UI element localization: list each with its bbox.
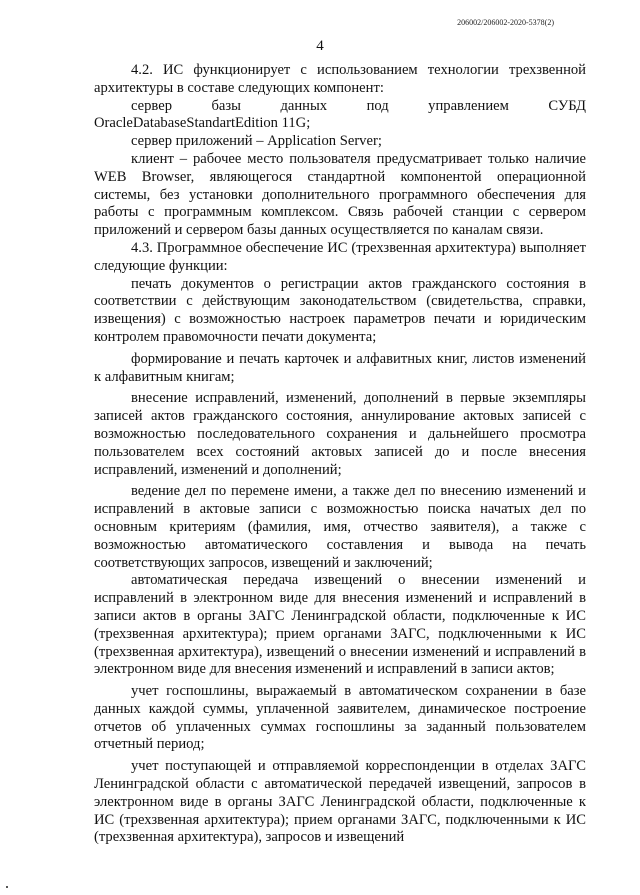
paragraph-4-2: 4.2. ИС функционирует с использованием технологии трехзвенной архитектуры в составе следующих компонент: bbox=[94, 62, 586, 96]
document-body bbox=[94, 62, 586, 847]
list-item-correspondence: учет поступающей и отправляемой корреспонденции в отделах ЗАГС Ленинградской области с автоматической передачей извещений, запросов в электронном виде в органы ЗАГС Ленинградской области, подключенные к ИС (трехзвенная архитектура); прием органами ЗАГС, подключенными к ИС (трехзвенная архитектура), запросов и извещений bbox=[94, 758, 586, 846]
list-item-auto-transfer: автоматическая передача извещений о внесении изменений и исправлений в электронном виде для внесения изменений и исправлений в записи актов в органы ЗАГС Ленинградской области, подключенные к ИС (трехзвенная архитектура); прием органами ЗАГС, подключенными к ИС (трехзвенная архитектура), извещений о внесении изменений и исправлений в электронном виде для внесения изменений и исправлений в записи актов; bbox=[94, 572, 586, 678]
list-item-cards-books: формирование и печать карточек и алфавитных книг, листов изменений к алфавитным книгам; bbox=[94, 350, 586, 385]
list-item-corrections: внесение исправлений, изменений, дополнений в первые экземпляры записей актов гражданского состояния, аннулирование актовых записей с возможностью последовательного сохранения и дальнейшего просмотра пользователем всех состояний актовых записей до и после внесения исправлений, изменений и дополнений; bbox=[94, 390, 586, 478]
document-code: 206002/206002-2020-5378(2) bbox=[457, 18, 554, 27]
list-item-print-documents: печать документов о регистрации актов гражданского состояния в соответствии с действующим законодательством (свидетельства, справки, извещения) с возможностью настроек параметров печати и юридическим контролем правомочности печати документа; bbox=[94, 275, 586, 345]
scan-mark bbox=[6, 886, 8, 888]
list-item-name-change: ведение дел по перемене имени, а также дел по внесению изменений и исправлений в актовые записи с возможностью поиска начатых дел по основным критериям (фамилия, имя, отчество заявителя), а также с возможностью автоматического составления и вывода на печать соответствующих запросов, извещений и заключений; bbox=[94, 483, 586, 571]
list-item-state-fee: учет госпошлины, выражаемый в автоматическом сохранении в базе данных каждой суммы, уплаченной заявителем, динамическое построение отчетов об уплаченных суммах госпошлины за заданный пользователем отчетный период; bbox=[94, 683, 586, 753]
list-item-db-server: сервер базы данных под управлением СУБД OracleDatabaseStandartEdition 11G; bbox=[94, 97, 586, 132]
list-item-client: клиент – рабочее место пользователя предусматривает только наличие WEB Browser, являющегося стандартной компонентой операционной системы, без установки дополнительного программного обеспечения для работы с программным комплексом. Связь рабочей станции с сервером приложений и сервером базы данных осуществляется по каналам связи. bbox=[94, 150, 586, 239]
list-item-app-server: сервер приложений – Application Server; bbox=[131, 133, 382, 150]
paragraph-4-3: 4.3. Программное обеспечение ИС (трехзвенная архитектура) выполняет следующие функции: bbox=[94, 239, 586, 274]
page-number: 4 bbox=[316, 38, 324, 54]
